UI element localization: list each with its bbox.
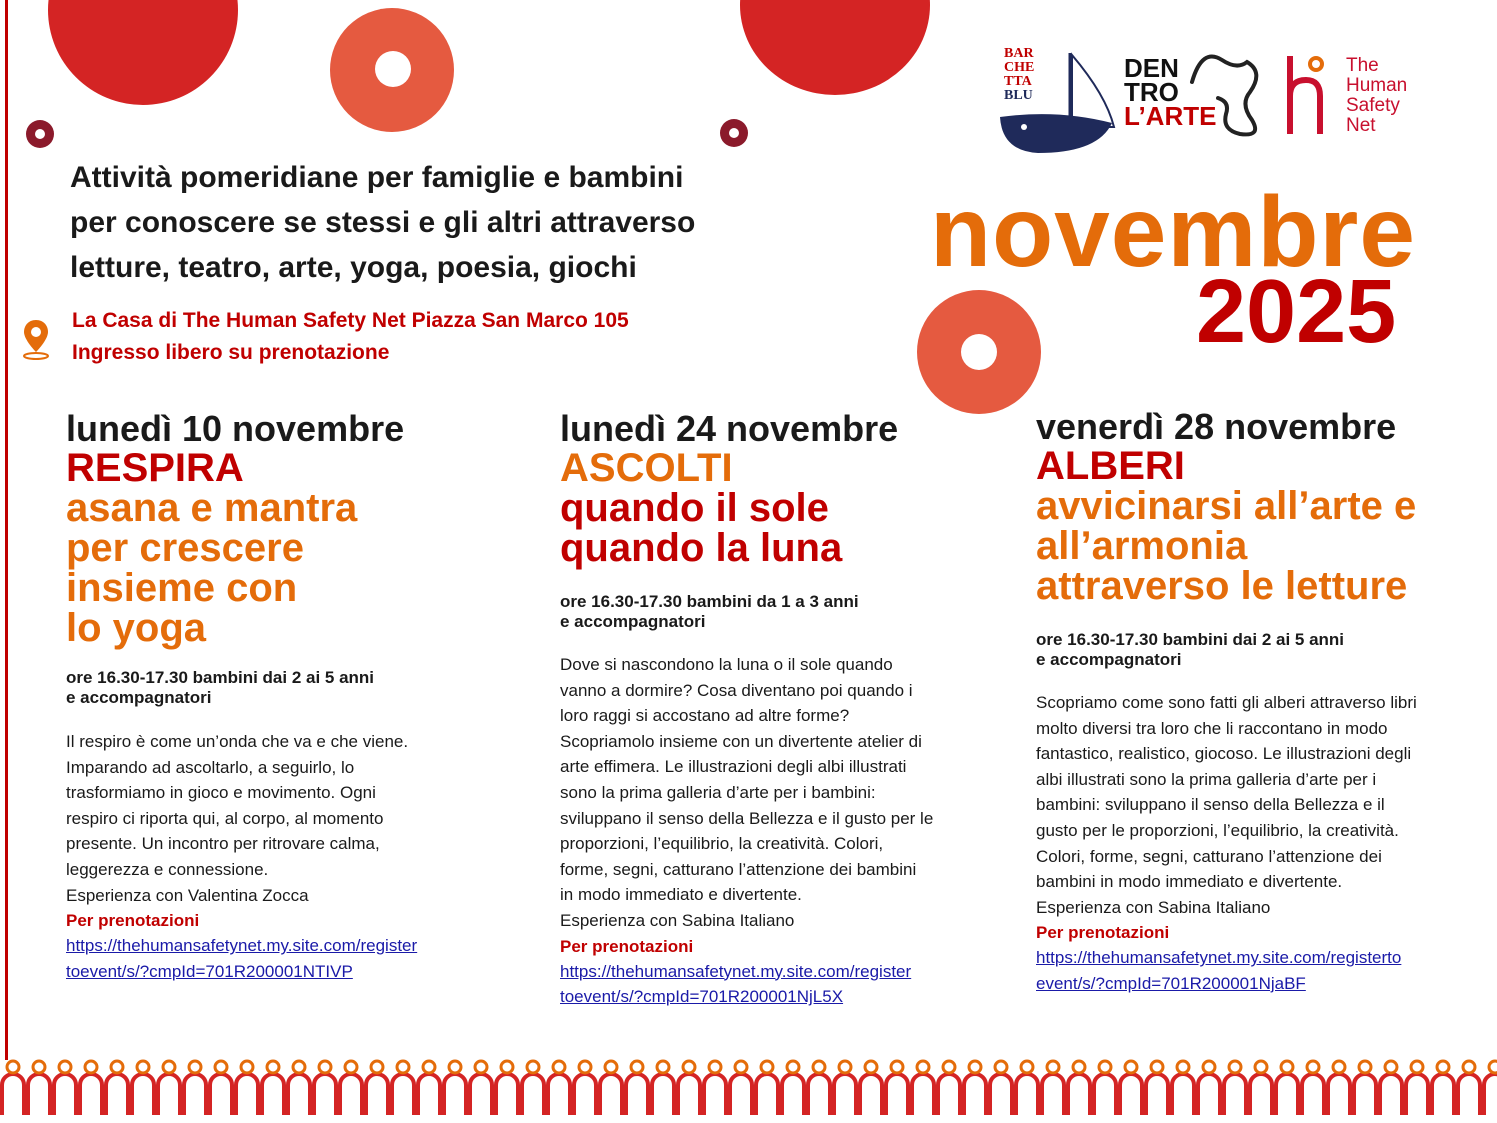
border-dot [735,1061,747,1073]
border-dot [605,1061,617,1073]
border-dot [319,1061,331,1073]
event-title: RESPIRA [66,446,244,490]
logo-text-bar: BAR [1004,46,1034,61]
event-description: Dove si nascondono la luna o il sole quando vanno a dormire? Cosa diventano poi quando i loro raggi si accostano ad altre forme? Scopriamolo insieme con un divertente atelier di arte effimera. Le illustrazioni degli albi illustrati sono la prima galleria d’arte per i bambini: sviluppano il senso della Bellezza e il gusto per le proporzioni, l’equilibrio, la creatività. Colori, forme, segni, catturano l’attenzione dei bambini in modo immediato e divertente. Esperienza con Sabina Italiano [560,655,934,930]
border-dot [1021,1061,1033,1073]
logo-text-human: Human [1346,75,1408,96]
border-dot [1437,1061,1449,1073]
booking-label: Per prenotazioni [1036,923,1170,943]
border-dot [943,1061,955,1073]
event-description: Scopriamo come sono fatti gli alberi attraverso libri molto diversi tra loro che li raccontano in modo fantastico, realistico, giocoso. Le illustrazioni degli albi illustrati sono la prima galleria d’arte per i bambini: sviluppano il senso della Bellezza e il gusto per le proporzioni, l’equilibrio, la creatività. Colori, forme, segni, catturano l’attenzione dei bambini in modo immediato e divertente. Esperienza con Sabina Italiano [1036,693,1417,917]
border-dot [631,1061,643,1073]
booking-link[interactable]: https://thehumansafetynet.my.site.com/register toevent/s/?cmpId=701R200001NjL5X [560,961,912,1007]
year-heading: 2025 [1196,262,1397,362]
left-border-line [5,0,8,1060]
border-dot [1073,1061,1085,1073]
border-dot [475,1061,487,1073]
intro-line-2: per conoscere se stessi e gli altri attraverso [70,206,696,239]
booking-label: Per prenotazioni [66,911,200,931]
border-dot [1489,1061,1497,1073]
border-dot [345,1061,357,1073]
event-description: Il respiro è come un’onda che va e che viene. Imparando ad ascoltarlo, a seguirlo, lo trasformiamo in gioco e movimento. Ogni respiro ci riporta qui, al corpo, al momento presente. Un incontro per ritrovare calma, leggerezza e connessione. Esperienza con Valentina Zocca [66,732,409,905]
border-dot [761,1061,773,1073]
border-dot [1411,1061,1423,1073]
border-dot [1385,1061,1397,1073]
logo-text-tro: TRO [1124,77,1179,107]
border-dot [553,1061,565,1073]
border-dot [1359,1061,1371,1073]
border-dot [1203,1061,1215,1073]
border-dot [423,1061,435,1073]
barchetta-blu-logo [998,45,1118,155]
border-dot [1333,1061,1345,1073]
event-time: ore 16.30-17.30 bambini da 1 a 3 anni e accompagnatori [560,592,859,631]
logo-text-safety: Safety [1346,95,1400,116]
border-dot [1099,1061,1111,1073]
intro-line-3: letture, teatro, arte, yoga, poesia, giochi [70,251,637,284]
event-title: ASCOLTI [560,446,733,490]
border-dot [891,1061,903,1073]
border-dot [59,1061,71,1073]
border-dot [787,1061,799,1073]
border-dot [215,1061,227,1073]
dentro-larte-logo [1122,42,1267,142]
decorative-dot-left-hole [35,129,45,139]
venue-info [72,305,629,369]
intro-text [70,155,695,290]
venue-entry: Ingresso libero su prenotazione [72,341,390,364]
border-dot [1463,1061,1475,1073]
month-heading: novembre [930,176,1416,288]
border-dot [267,1061,279,1073]
event-time: ore 16.30-17.30 bambini dai 2 ai 5 anni e accompagnatori [66,668,375,707]
decorative-bottom-border [0,1053,1497,1123]
venue-address: La Casa di The Human Safety Net Piazza San Marco 105 [72,309,629,332]
event-subtitle: asana e mantra per crescere insieme con lo yoga [66,486,358,650]
border-dot [1151,1061,1163,1073]
decorative-ring-hole [375,51,411,87]
border-dot [1255,1061,1267,1073]
border-dot [865,1061,877,1073]
event-date: lunedì 24 novembre [560,408,899,449]
border-dot [579,1061,591,1073]
logo-text-the: The [1346,55,1379,76]
logo-text-tta: TTA [1004,74,1032,89]
event-title: ALBERI [1036,444,1185,488]
border-dot [1125,1061,1137,1073]
border-dot [1307,1061,1319,1073]
border-dot [189,1061,201,1073]
border-dot [293,1061,305,1073]
border-dot [1177,1061,1189,1073]
the-human-safety-net-logo [1284,56,1434,136]
border-dot [813,1061,825,1073]
border-dot [839,1061,851,1073]
event-column-2 [560,410,1000,1010]
border-dot [33,1061,45,1073]
booking-label: Per prenotazioni [560,936,694,956]
border-dot [1047,1061,1059,1073]
event-date: lunedì 10 novembre [66,408,405,449]
border-dot [995,1061,1007,1073]
event-time: ore 16.30-17.30 bambini dai 2 ai 5 anni e accompagnatori [1036,630,1345,669]
hsn-symbol-icon [1284,56,1334,136]
border-dot [1229,1061,1241,1073]
border-dot [709,1061,721,1073]
border-dot [163,1061,175,1073]
logo-text-larte: L’ARTE [1124,101,1217,131]
border-dot [657,1061,669,1073]
border-dot [137,1061,149,1073]
logo-text-den: DEN [1124,53,1179,83]
border-dot [85,1061,97,1073]
logo-text-net: Net [1346,115,1376,136]
border-dot [683,1061,695,1073]
border-dot [1281,1061,1293,1073]
decorative-ring-top-left [48,0,238,105]
booking-link[interactable]: https://thehumansafetynet.my.site.com/register toevent/s/?cmpId=701R200001NTIVP [66,936,418,981]
decorative-dot-middle-hole [729,128,739,138]
border-arches [0,1074,1497,1113]
decorative-ring-top-right [740,0,930,95]
border-dot [449,1061,461,1073]
logo-text-che: CHE [1004,60,1035,75]
border-dot [527,1061,539,1073]
border-dot [7,1061,19,1073]
event-subtitle: quando il sole quando la luna [560,486,843,570]
event-column-1 [66,410,506,984]
border-dot [397,1061,409,1073]
event-date: venerdì 28 novembre [1036,406,1397,447]
location-pin-icon [20,318,52,365]
border-dot [969,1061,981,1073]
border-dot [241,1061,253,1073]
event-subtitle: avvicinarsi all’arte e all’armonia attraverso le letture [1036,484,1417,608]
logo-text-blu: BLU [1004,88,1033,103]
border-dot [917,1061,929,1073]
intro-line-1: Attività pomeridiane per famiglie e bambini [70,161,684,194]
booking-link[interactable]: https://thehumansafetynet.my.site.com/registerto event/s/?cmpId=701R200001NjaBF [1036,948,1402,993]
border-dot [371,1061,383,1073]
decorative-ring-right-hole [961,334,997,370]
event-column-3 [1036,408,1486,997]
border-dot [111,1061,123,1073]
border-dot [501,1061,513,1073]
